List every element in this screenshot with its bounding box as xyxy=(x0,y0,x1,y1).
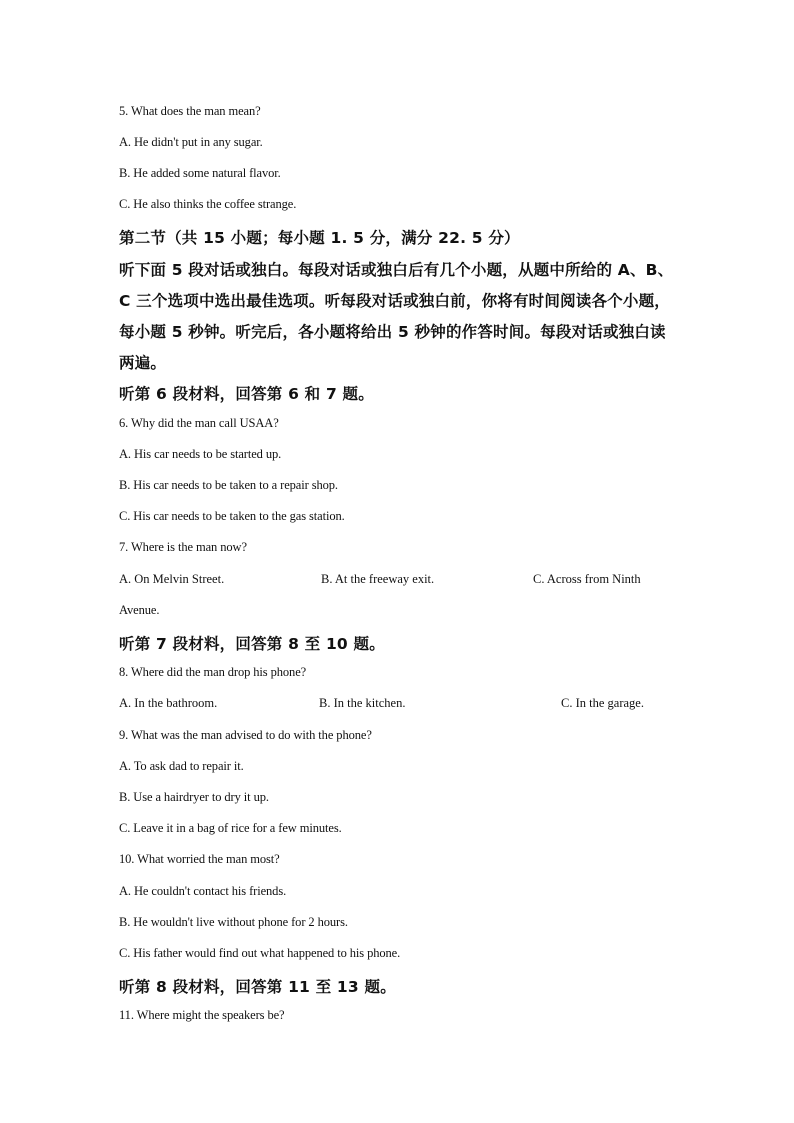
part8-heading: 听第 8 段材料，回答第 11 至 13 题。 xyxy=(119,978,396,996)
q7-option-b: B. At the freeway exit. xyxy=(321,572,435,586)
q5-option-a: A. He didn't put in any sugar. xyxy=(119,135,263,149)
q7-option-a: A. On Melvin Street. xyxy=(119,572,225,586)
part6-heading: 听第 6 段材料，回答第 6 和 7 题。 xyxy=(119,385,374,403)
part7-heading: 听第 7 段材料，回答第 8 至 10 题。 xyxy=(119,635,385,653)
q8-stem: 8. Where did the man drop his phone? xyxy=(119,665,307,679)
section2-instructions-line-4: 两遍。 xyxy=(119,354,167,372)
q5-option-c: C. He also thinks the coffee strange. xyxy=(119,197,297,211)
q10-option-a: A. He couldn't contact his friends. xyxy=(119,884,287,898)
q9-option-a: A. To ask dad to repair it. xyxy=(119,759,244,773)
q7-option-c-continued: Avenue. xyxy=(119,603,160,617)
section2-instructions-line-1: 听下面 5 段对话或独白。每段对话或独白后有几个小题，从题中所给的 A、B、 xyxy=(119,261,674,279)
q9-option-c: C. Leave it in a bag of rice for a few minutes. xyxy=(119,821,342,835)
section2-instructions-line-2: C 三个选项中选出最佳选项。听每段对话或独白前，你将有时间阅读各个小题， xyxy=(119,292,670,310)
q6-stem: 6. Why did the man call USAA? xyxy=(119,416,279,430)
q7-option-c: C. Across from Ninth xyxy=(533,572,641,586)
q8-option-c: C. In the garage. xyxy=(561,696,644,710)
q5-stem: 5. What does the man mean? xyxy=(119,104,261,118)
q11-stem: 11. Where might the speakers be? xyxy=(119,1008,285,1022)
q10-stem: 10. What worried the man most? xyxy=(119,852,280,866)
q6-option-b: B. His car needs to be taken to a repair shop. xyxy=(119,478,338,492)
section2-title: 第二节（共 15 小题；每小题 1. 5 分，满分 22. 5 分） xyxy=(119,229,520,247)
q6-option-c: C. His car needs to be taken to the gas station. xyxy=(119,509,345,523)
q9-option-b: B. Use a hairdryer to dry it up. xyxy=(119,790,269,804)
q8-option-a: A. In the bathroom. xyxy=(119,696,218,710)
q10-option-c: C. His father would find out what happened to his phone. xyxy=(119,946,401,960)
q6-option-a: A. His car needs to be started up. xyxy=(119,447,282,461)
q9-stem: 9. What was the man advised to do with the phone? xyxy=(119,728,372,742)
q8-option-b: B. In the kitchen. xyxy=(319,696,406,710)
q7-stem: 7. Where is the man now? xyxy=(119,540,247,554)
q10-option-b: B. He wouldn't live without phone for 2 hours. xyxy=(119,915,348,929)
q5-option-b: B. He added some natural flavor. xyxy=(119,166,281,180)
section2-instructions-line-3: 每小题 5 秒钟。听完后，各小题将给出 5 秒钟的作答时间。每段对话或独白读 xyxy=(119,323,666,341)
